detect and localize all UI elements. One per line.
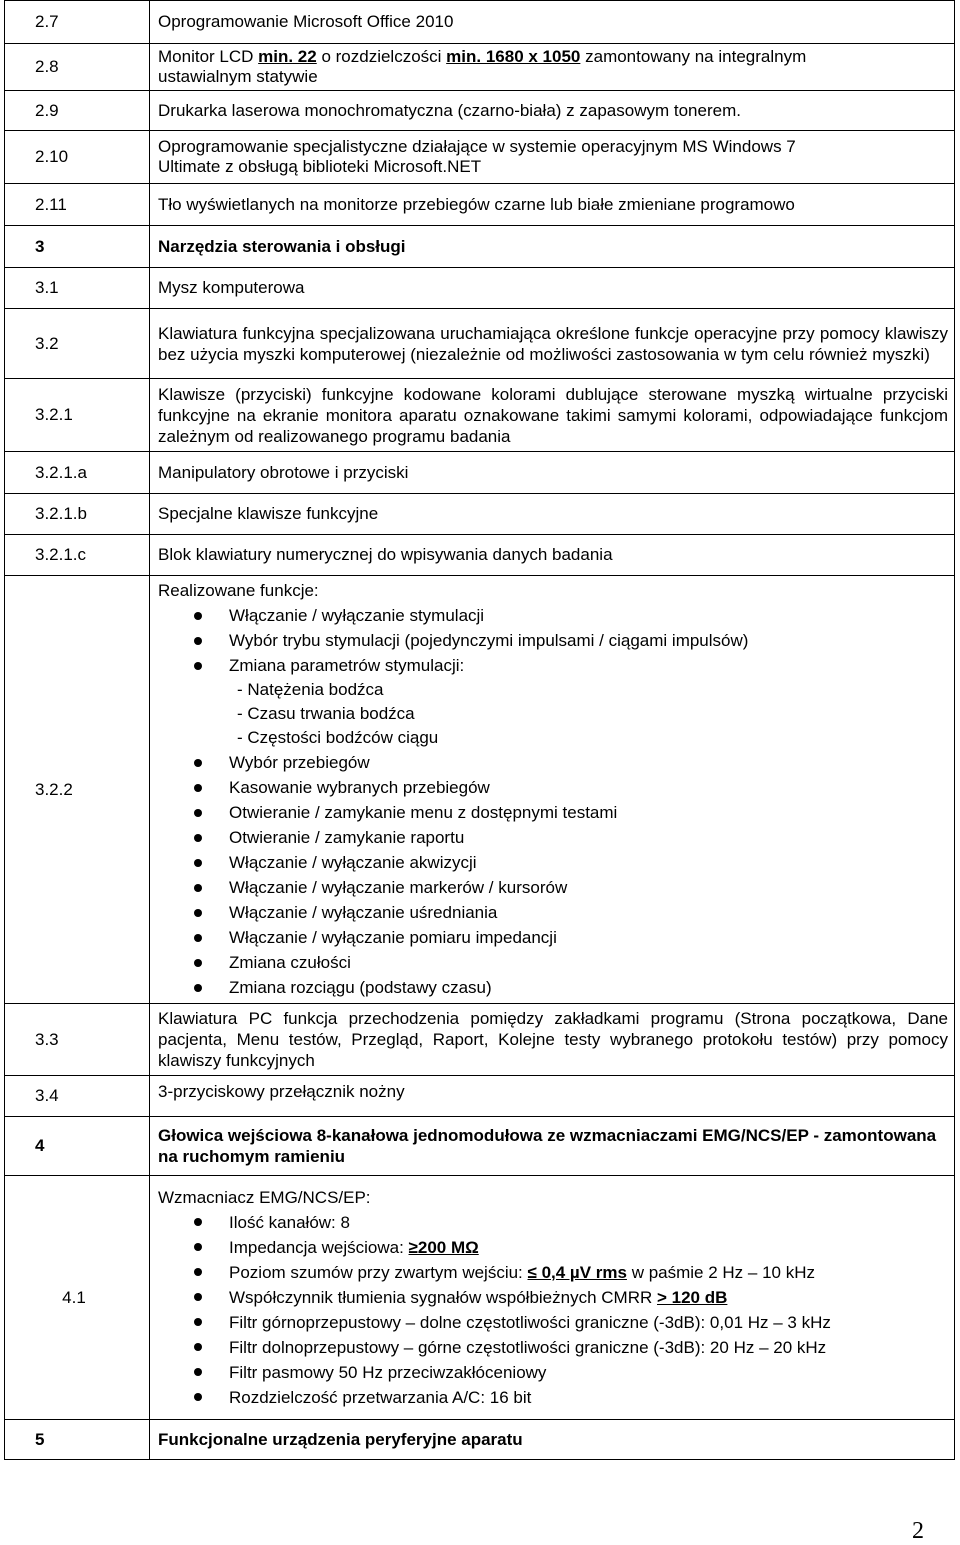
sub-list-item: - Czasu trwania bodźca <box>237 704 415 723</box>
row-description: Tło wyświetlanych na monitorze przebiegów czarne lub białe zmieniane programowo <box>150 184 955 226</box>
function-list <box>158 750 948 1000</box>
row-number: 2.7 <box>5 1 150 44</box>
underlined-spec: > 120 dB <box>657 1287 728 1307</box>
row-description <box>150 1176 955 1420</box>
underlined-spec: ≥200 MΩ <box>408 1237 479 1257</box>
table-row <box>5 379 955 452</box>
row-number: 2.11 <box>5 184 150 226</box>
list-item: Włączanie / wyłączanie pomiaru impedancji <box>158 925 948 950</box>
section-heading: Narzędzia sterowania i obsługi <box>150 226 955 268</box>
table-row <box>5 1 955 44</box>
list-item: Otwieranie / zamykanie menu z dostępnymi testami <box>158 800 948 825</box>
row-description: Manipulatory obrotowe i przyciski <box>150 452 955 494</box>
table-row <box>5 1076 955 1117</box>
list-item: Włączanie / wyłączanie stymulacji <box>158 603 948 628</box>
row-number: 2.10 <box>5 131 150 184</box>
row-description: 3-przyciskowy przełącznik nożny <box>150 1076 955 1117</box>
table-row <box>5 131 955 184</box>
table-row <box>5 309 955 379</box>
row-number: 3.2.1.b <box>5 494 150 535</box>
list-item: Włączanie / wyłączanie markerów / kursorów <box>158 875 948 900</box>
table-row <box>5 1420 955 1460</box>
table-row <box>5 226 955 268</box>
row-description: Oprogramowanie Microsoft Office 2010 <box>150 1 955 44</box>
text-fragment: zamontowany na integralnym <box>580 47 807 66</box>
section-number: 3 <box>5 226 150 268</box>
list-item: Filtr pasmowy 50 Hz przeciwzakłóceniowy <box>158 1360 948 1385</box>
row-description: Drukarka laserowa monochromatyczna (czarno-biała) z zapasowym tonerem. <box>150 91 955 131</box>
row-number: 3.4 <box>5 1076 150 1117</box>
list-item: Filtr górnoprzepustowy – dolne częstotliwości graniczne (-3dB): 0,01 Hz – 3 kHz <box>158 1310 948 1335</box>
text-fragment: Impedancja wejściowa: <box>229 1237 409 1257</box>
row-number: 2.9 <box>5 91 150 131</box>
row-number: 3.3 <box>5 1004 150 1076</box>
row-description <box>150 44 955 91</box>
list-item <box>158 1285 948 1310</box>
row-description: Klawiatura funkcyjna specjalizowana uruchamiająca określone funkcje operacyjne przy pomocy klawiszy bez użycia myszki komputerowej (niezależnie od możliwości zastosowania w tym celu również myszki) <box>150 309 955 379</box>
row-number: 3.2.1.c <box>5 535 150 576</box>
sub-list-item: - Częstości bodźców ciągu <box>237 728 439 747</box>
list-item: Zmiana czułości <box>158 950 948 975</box>
table-row <box>5 91 955 131</box>
function-list <box>158 603 948 678</box>
text-fragment: Monitor LCD <box>158 47 259 66</box>
table-row <box>5 576 955 1004</box>
table-row <box>5 535 955 576</box>
underlined-spec: min. 1680 x 1050 <box>446 47 581 66</box>
list-intro: Realizowane funkcje: <box>158 581 319 600</box>
row-description: Blok klawiatury numerycznej do wpisywania danych badania <box>150 535 955 576</box>
table-row <box>5 452 955 494</box>
sub-list-item: - Natężenia bodźca <box>237 680 384 699</box>
list-item: Filtr dolnoprzepustowy – górne częstotliwości graniczne (-3dB): 20 Hz – 20 kHz <box>158 1335 948 1360</box>
row-description: Specjalne klawisze funkcyjne <box>150 494 955 535</box>
list-intro: Wzmacniacz EMG/NCS/EP: <box>158 1187 371 1207</box>
sub-list <box>158 678 948 750</box>
text-fragment: Poziom szumów przy zwartym wejściu: <box>229 1262 528 1282</box>
list-item: Wybór przebiegów <box>158 750 948 775</box>
list-item: Ilość kanałów: 8 <box>158 1210 948 1235</box>
row-number: 3.2.2 <box>5 576 150 1004</box>
table-row <box>5 1117 955 1176</box>
row-description: Klawisze (przyciski) funkcyjne kodowane kolorami dublujące sterowane myszką wirtualne przyciski funkcyjne na ekranie monitora aparatu oznakowane takimi samymi kolorami, odpowiadające funkcjom zależnym od realizowanego programu badania <box>150 379 955 452</box>
list-item: Wybór trybu stymulacji (pojedynczymi impulsami / ciągami impulsów) <box>158 628 948 653</box>
text-line: Oprogramowanie specjalistyczne działające w systemie operacyjnym MS Windows 7 <box>158 137 796 156</box>
table-row <box>5 494 955 535</box>
section-heading: Głowica wejściowa 8-kanałowa jednomodułowa ze wzmacniaczami EMG/NCS/EP - zamontowana na ruchomym ramieniu <box>150 1117 955 1176</box>
table-row <box>5 268 955 309</box>
list-item: Otwieranie / zamykanie raportu <box>158 825 948 850</box>
list-item: Zmiana rozciągu (podstawy czasu) <box>158 975 948 1000</box>
list-item: Kasowanie wybranych przebiegów <box>158 775 948 800</box>
row-description: Klawiatura PC funkcja przechodzenia pomiędzy zakładkami programu (Strona początkowa, Dane pacjenta, Menu testów, Przegląd, Raport, Kolejne testy wybranego protokołu testów) przy pomocy klawiszy funkcyjnych <box>150 1004 955 1076</box>
row-number: 2.8 <box>5 44 150 91</box>
underlined-spec: ≤ 0,4 µV rms <box>527 1262 627 1282</box>
text-line: Ultimate z obsługą biblioteki Microsoft.NET <box>158 157 482 176</box>
row-number: 3.2 <box>5 309 150 379</box>
row-number: 3.2.1 <box>5 379 150 452</box>
section-number: 5 <box>5 1420 150 1460</box>
row-description <box>150 131 955 184</box>
text-line: ustawialnym statywie <box>158 67 318 86</box>
list-item: Włączanie / wyłączanie akwizycji <box>158 850 948 875</box>
text-fragment: Współczynnik tłumienia sygnałów współbieżnych CMRR <box>229 1287 657 1307</box>
list-item <box>158 1260 948 1285</box>
section-number: 4 <box>5 1117 150 1176</box>
page-number: 2 <box>912 1518 924 1544</box>
list-item: Zmiana parametrów stymulacji: <box>158 653 948 678</box>
list-item: Rozdzielczość przetwarzania A/C: 16 bit <box>158 1385 948 1410</box>
table-row <box>5 184 955 226</box>
text-fragment: w paśmie 2 Hz – 10 kHz <box>626 1262 815 1282</box>
table-row <box>5 1176 955 1420</box>
amplifier-spec-list <box>158 1210 948 1410</box>
row-description <box>150 576 955 1004</box>
row-number: 3.2.1.a <box>5 452 150 494</box>
text-fragment: o rozdzielczości <box>316 47 447 66</box>
row-number: 4.1 <box>5 1176 150 1420</box>
row-description: Mysz komputerowa <box>150 268 955 309</box>
section-heading: Funkcjonalne urządzenia peryferyjne aparatu <box>150 1420 955 1460</box>
list-item: Włączanie / wyłączanie uśredniania <box>158 900 948 925</box>
underlined-spec: min. 22 <box>258 47 317 66</box>
row-number: 3.1 <box>5 268 150 309</box>
table-row <box>5 1004 955 1076</box>
specification-table <box>4 0 955 1460</box>
table-row <box>5 44 955 91</box>
list-item <box>158 1235 948 1260</box>
